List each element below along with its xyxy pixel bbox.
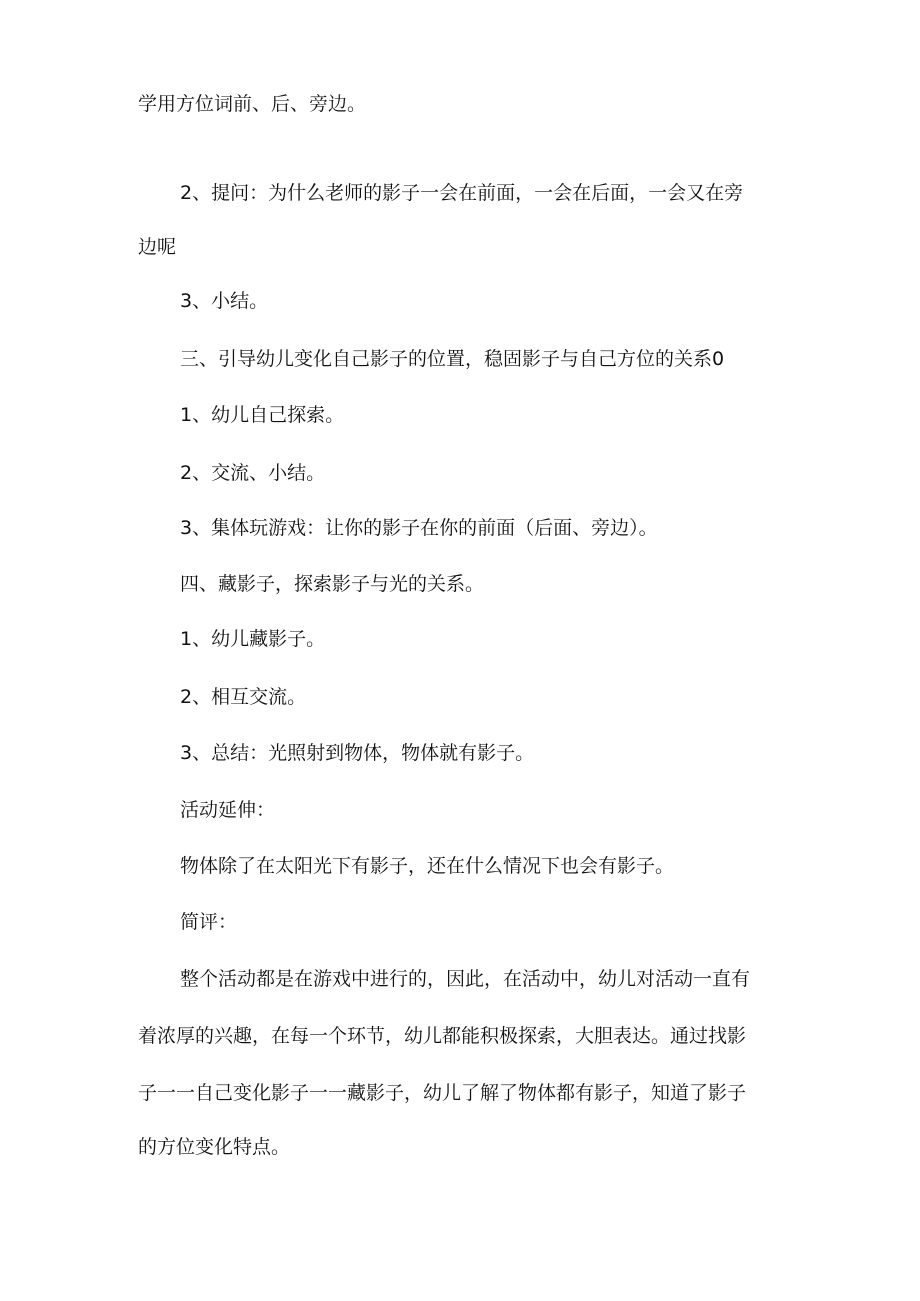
text-line: 三、引导幼儿变化自己影子的位置，稳固影子与自己方位的关系0 xyxy=(180,348,725,370)
text-line: 物体除了在太阳光下有影子，还在什么情况下也会有影子。 xyxy=(180,855,675,877)
text-line: 2、交流、小结。 xyxy=(180,462,326,484)
text-line: 整个活动都是在游戏中进行的，因此，在活动中，幼儿对活动一直有 xyxy=(180,968,751,990)
text-line: 子一一自己变化影子一一藏影子，幼儿了解了物体都有影子，知道了影子 xyxy=(138,1082,747,1104)
text-line: 边呢 xyxy=(138,236,177,258)
text-line: 四、藏影子，探索影子与光的关系。 xyxy=(180,573,485,595)
text-line: 2、相互交流。 xyxy=(180,686,307,708)
text-line: 着浓厚的兴趣，在每一个环节，幼儿都能积极探索，大胆表达。通过找影 xyxy=(138,1025,747,1047)
text-line: 简评： xyxy=(180,911,238,933)
text-line: 3、小结。 xyxy=(180,290,269,312)
text-line: 2、提问：为什么老师的影子一会在前面，一会在后面，一会又在旁 xyxy=(180,182,744,204)
text-line: 学用方位词前、后、旁边。 xyxy=(138,93,367,115)
text-line: 1、幼儿自己探索。 xyxy=(180,404,345,426)
text-line: 的方位变化特点。 xyxy=(138,1136,291,1158)
text-line: 活动延伸： xyxy=(180,799,276,821)
text-line: 1、幼儿藏影子。 xyxy=(180,628,326,650)
text-line: 3、集体玩游戏：让你的影子在你的前面（后面、旁边）。 xyxy=(180,517,658,539)
text-line: 3、总结：光照射到物体，物体就有影子。 xyxy=(180,742,535,764)
